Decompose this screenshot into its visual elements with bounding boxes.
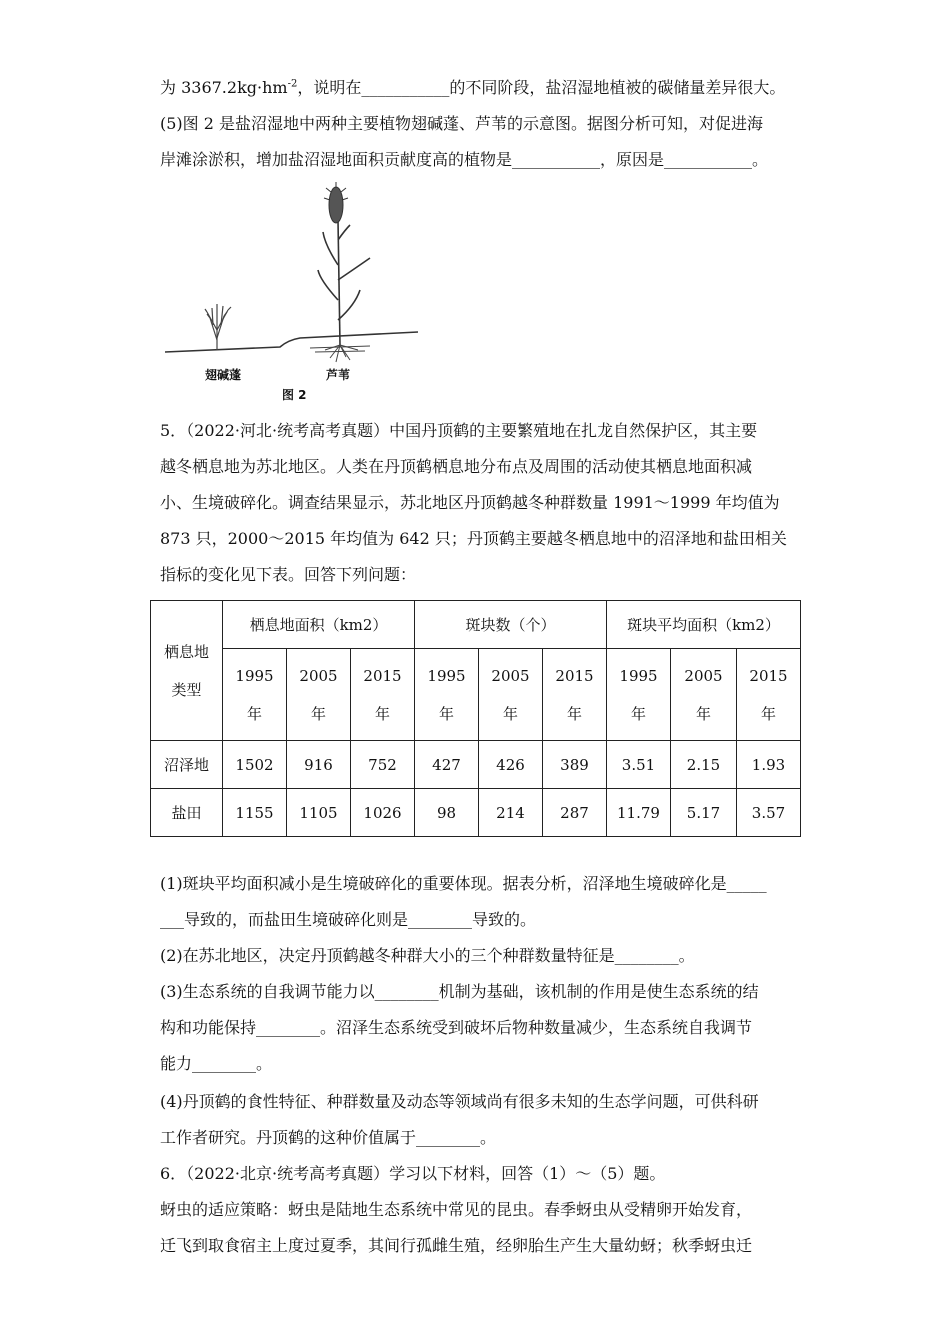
table-year-cell (479, 649, 543, 741)
q4-sub5-line2: 岸滩涂淤积，增加盐沼湿地面积贡献度高的植物是___________，原因是___________。 (160, 150, 769, 169)
q4-line-carbon-sup: -2 (287, 78, 298, 90)
year-value: 2015 (749, 666, 788, 685)
table-cell: 3.51 (607, 741, 671, 789)
year-unit: 年 (695, 704, 711, 723)
figure-2-caption: 图 2 (282, 388, 307, 402)
table-cell: 5.17 (671, 789, 737, 837)
year-value: 2005 (299, 666, 338, 685)
q4-sub5-line1: (5)图 2 是盐沼湿地中两种主要植物翅碱蓬、芦苇的示意图。据图分析可知，对促进海 (160, 114, 764, 133)
q5-sub-line-6: 能力________。 (160, 1054, 273, 1073)
q5-sub-line-7: (4)丹顶鹤的食性特征、种群数量及动态等领域尚有很多未知的生态学问题，可供科研 (160, 1092, 759, 1111)
figure-2-illustration (160, 180, 430, 405)
year-unit: 年 (760, 704, 776, 723)
table-year-cell (607, 649, 671, 741)
table-year-cell (415, 649, 479, 741)
q5-sub-line-4: (3)生态系统的自我调节能力以________机制为基础，该机制的作用是使生态系统的结 (160, 982, 759, 1001)
q5-sub-line-8: 工作者研究。丹顶鹤的这种价值属于________。 (160, 1128, 497, 1147)
year-unit: 年 (502, 704, 518, 723)
year-unit: 年 (246, 704, 262, 723)
table-row (151, 789, 801, 837)
seepweed-label: 翅碱蓬 (205, 368, 242, 382)
table-cell: 3.57 (737, 789, 801, 837)
table-cell: 11.79 (607, 789, 671, 837)
q4-line-carbon-post: ，说明在___________的不同阶段，盐沼湿地植被的碳储量差异很大。 (297, 78, 786, 97)
table-cell: 426 (479, 741, 543, 789)
year-unit: 年 (566, 704, 582, 723)
table-year-cell (287, 649, 351, 741)
table-year-cell (351, 649, 415, 741)
table-header-row-1 (151, 601, 801, 649)
habitat-table (150, 600, 801, 837)
table-cell: 389 (543, 741, 607, 789)
table-cell: 1105 (287, 789, 351, 837)
q5-stem-line-1: 5．（2022·河北·统考高考真题）中国丹顶鹤的主要繁殖地在扎龙自然保护区，其主要 (160, 421, 758, 440)
table-year-cell (671, 649, 737, 741)
q5-sub-line-3: (2)在苏北地区，决定丹顶鹤越冬种群大小的三个种群数量特征是________。 (160, 946, 695, 965)
q4-line-carbon (160, 78, 800, 98)
figure-2 (160, 180, 430, 405)
table-cell: 2.15 (671, 741, 737, 789)
table-cell: 1.93 (737, 741, 801, 789)
table-year-cell (543, 649, 607, 741)
year-value: 2015 (363, 666, 402, 685)
year-unit: 年 (310, 704, 326, 723)
table-cell: 214 (479, 789, 543, 837)
q5-stem-line-3: 小、生境破碎化。调查结果显示，苏北地区丹顶鹤越冬种群数量 1991～1999 年均值为 (160, 493, 780, 512)
year-unit: 年 (374, 704, 390, 723)
table-cell: 916 (287, 741, 351, 789)
table-cell: 1502 (223, 741, 287, 789)
table-group-patch-count: 斑块数（个） (415, 601, 607, 649)
year-value: 2005 (491, 666, 530, 685)
year-unit: 年 (438, 704, 454, 723)
year-value: 2015 (555, 666, 594, 685)
q5-sub-line-1: (1)斑块平均面积减小是生境破碎化的重要体现。据表分析，沼泽地生境破碎化是_____ (160, 874, 767, 893)
q6-line-3: 迁飞到取食宿主上度过夏季，其间行孤雌生殖，经卵胎生产生大量幼蚜；秋季蚜虫迁 (160, 1236, 753, 1255)
q4-line-carbon-pre: 为 3367.2kg·hm (160, 78, 288, 97)
year-value: 1995 (619, 666, 658, 685)
table-year-cell (223, 649, 287, 741)
q5-sub-line-5: 构和功能保持________。沼泽生态系统受到破坏后物种数量减少，生态系统自我调节 (160, 1018, 753, 1037)
q5-sub-line-2: ___导致的，而盐田生境破碎化则是________导致的。 (160, 910, 537, 929)
table-row-type: 盐田 (151, 789, 223, 837)
table-group-habitat-area: 栖息地面积（km2） (223, 601, 415, 649)
q6-line-2: 蚜虫的适应策略：蚜虫是陆地生态系统中常见的昆虫。春季蚜虫从受精卵开始发育， (160, 1200, 753, 1219)
table-cell: 1026 (351, 789, 415, 837)
table-cell: 752 (351, 741, 415, 789)
table-header-habitat-type-line2: 类型 (171, 680, 202, 699)
year-value: 2005 (684, 666, 723, 685)
year-value: 1995 (235, 666, 274, 685)
table-cell: 427 (415, 741, 479, 789)
year-value: 1995 (427, 666, 466, 685)
reed-label: 芦苇 (326, 368, 351, 382)
table-year-cell (737, 649, 801, 741)
q5-stem-line-5: 指标的变化见下表。回答下列问题： (160, 565, 417, 584)
table-cell: 1155 (223, 789, 287, 837)
table-cell: 98 (415, 789, 479, 837)
year-unit: 年 (630, 704, 646, 723)
table-cell: 287 (543, 789, 607, 837)
table-header-habitat-type-line1: 栖息地 (163, 642, 209, 661)
q5-stem-line-4: 873 只，2000～2015 年均值为 642 只；丹顶鹤主要越冬栖息地中的沼泽地和盐田相关 (160, 529, 787, 548)
q5-stem-line-2: 越冬栖息地为苏北地区。人类在丹顶鹤栖息地分布点及周围的活动使其栖息地面积减 (160, 457, 753, 476)
q6-line-1: 6．（2022·北京·统考高考真题）学习以下材料，回答（1）～（5）题。 (160, 1164, 666, 1183)
table-row (151, 741, 801, 789)
table-group-patch-avg-area: 斑块平均面积（km2） (607, 601, 801, 649)
table-row-type: 沼泽地 (151, 741, 223, 789)
table-header-row-2 (151, 649, 801, 741)
table-header-habitat-type (151, 601, 223, 741)
